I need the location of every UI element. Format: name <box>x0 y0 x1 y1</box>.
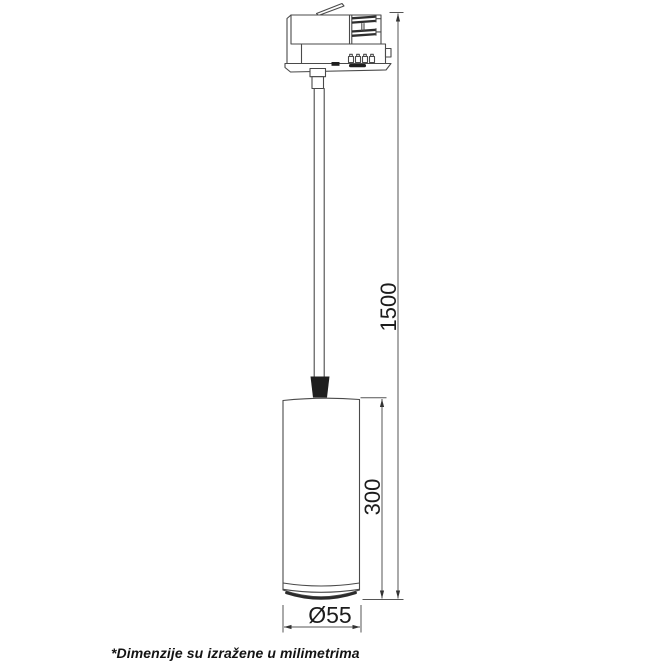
adapter-lever <box>317 4 345 16</box>
stem-connector <box>310 69 326 89</box>
suspension-cable <box>314 89 324 378</box>
lamp-body <box>283 398 360 598</box>
lamp-body-top-edge <box>283 398 360 400</box>
dimension-label-300: 300 <box>360 478 385 516</box>
arrow-up-icon <box>380 399 384 407</box>
dimension-diameter <box>283 602 361 633</box>
dimension-300 <box>360 398 404 600</box>
dimension-label-1500: 1500 <box>376 282 401 332</box>
strain-relief-grip <box>311 377 330 398</box>
adapter-side-knob <box>386 49 392 58</box>
arrow-down-icon <box>380 591 384 599</box>
arrow-left-icon <box>284 625 292 629</box>
lamp-trim-rings <box>283 583 360 598</box>
units-footnote: *Dimenzije su izražene u milimetrima <box>111 645 360 661</box>
arrow-down-icon <box>396 591 400 599</box>
arrow-right-icon <box>353 625 361 629</box>
dimension-label-diameter: Ø55 <box>308 602 352 628</box>
arrow-up-icon <box>396 14 400 22</box>
track-adapter <box>285 4 391 89</box>
